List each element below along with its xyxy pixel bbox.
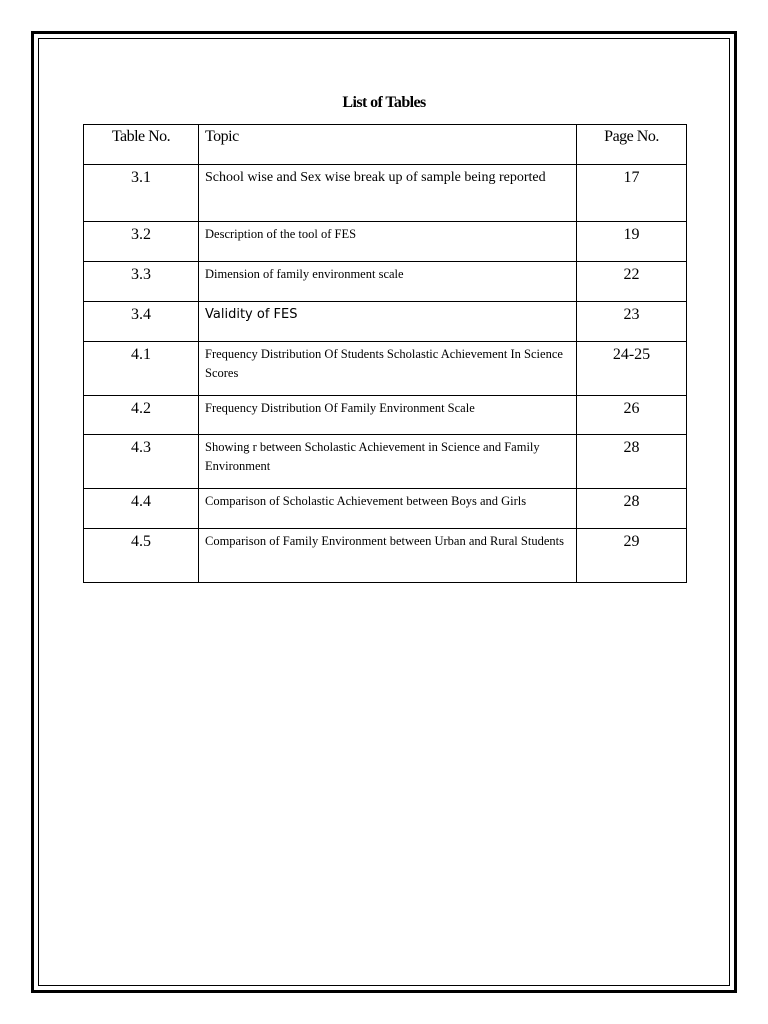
table-no-cell: 4.1 bbox=[84, 342, 199, 396]
topic-cell: Dimension of family environment scale bbox=[199, 262, 577, 302]
table-row bbox=[84, 165, 687, 222]
topic-cell: Description of the tool of FES bbox=[199, 222, 577, 262]
table-no-cell: 4.4 bbox=[84, 489, 199, 529]
topic-cell: Comparison of Family Environment between Urban and Rural Students bbox=[199, 529, 577, 583]
page-no-cell: 22 bbox=[577, 262, 687, 302]
table-row bbox=[84, 489, 687, 529]
table-header-row bbox=[84, 125, 687, 165]
table-row bbox=[84, 222, 687, 262]
topic-cell: Validity of FES bbox=[199, 302, 577, 342]
table-no-cell: 4.2 bbox=[84, 396, 199, 435]
table-row bbox=[84, 342, 687, 396]
table-row bbox=[84, 435, 687, 489]
table-no-cell: 3.1 bbox=[84, 165, 199, 222]
table-row bbox=[84, 529, 687, 583]
table-row bbox=[84, 262, 687, 302]
header-table-no: Table No. bbox=[84, 125, 199, 165]
table-no-cell: 3.2 bbox=[84, 222, 199, 262]
page-title: List of Tables bbox=[342, 94, 426, 111]
table-no-cell: 3.3 bbox=[84, 262, 199, 302]
topic-cell: Comparison of Scholastic Achievement between Boys and Girls bbox=[199, 489, 577, 529]
header-topic: Topic bbox=[199, 125, 577, 165]
table-no-cell: 3.4 bbox=[84, 302, 199, 342]
topic-cell: Frequency Distribution Of Family Environment Scale bbox=[199, 396, 577, 435]
list-of-tables bbox=[83, 124, 687, 583]
topic-cell: Frequency Distribution Of Students Scholastic Achievement In Science Scores bbox=[199, 342, 577, 396]
table-no-cell: 4.3 bbox=[84, 435, 199, 489]
topic-cell: School wise and Sex wise break up of sample being reported bbox=[199, 165, 577, 222]
header-page-no: Page No. bbox=[577, 125, 687, 165]
table-row bbox=[84, 396, 687, 435]
page-no-cell: 28 bbox=[577, 489, 687, 529]
page-no-cell: 24-25 bbox=[577, 342, 687, 396]
table-no-cell: 4.5 bbox=[84, 529, 199, 583]
topic-cell: Showing r between Scholastic Achievement in Science and Family Environment bbox=[199, 435, 577, 489]
table-row bbox=[84, 302, 687, 342]
page-no-cell: 19 bbox=[577, 222, 687, 262]
page-no-cell: 23 bbox=[577, 302, 687, 342]
page-no-cell: 28 bbox=[577, 435, 687, 489]
page-no-cell: 17 bbox=[577, 165, 687, 222]
page-no-cell: 29 bbox=[577, 529, 687, 583]
page-no-cell: 26 bbox=[577, 396, 687, 435]
